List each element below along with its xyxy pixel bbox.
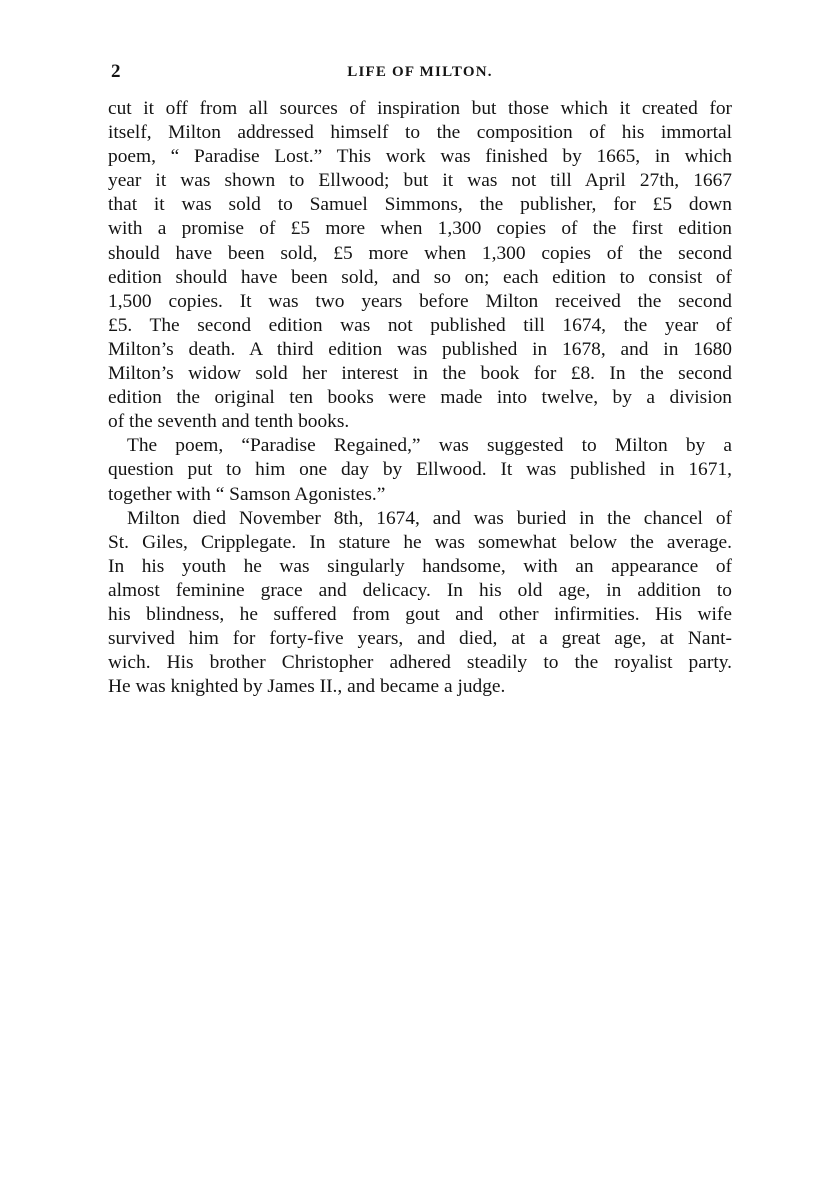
text-line: He was knighted by James II., and became a judge. bbox=[108, 676, 506, 698]
page-number: 2 bbox=[111, 61, 121, 82]
text-line: poem, “ Paradise Lost.” This work was finished by 1665, in which bbox=[108, 146, 732, 168]
paragraph-death bbox=[108, 507, 732, 700]
text-line: In his youth he was singularly handsome, with an appearance of bbox=[108, 555, 732, 577]
text-line: question put to him one day by Ellwood. It was published in 1671, bbox=[108, 459, 732, 481]
running-title: LIFE OF MILTON. bbox=[347, 64, 493, 80]
text-line: 1,500 copies. It was two years before Milton received the second bbox=[108, 290, 732, 312]
text-line: survived him for forty-five years, and died, at a great age, at Nant- bbox=[108, 628, 732, 650]
text-line: should have been sold, £5 more when 1,300 copies of the second bbox=[108, 242, 732, 264]
body-text bbox=[108, 97, 732, 699]
text-line: St. Giles, Cripplegate. In stature he was somewhat below the average. bbox=[108, 531, 732, 553]
text-line: with a promise of £5 more when 1,300 copies of the first edition bbox=[108, 218, 732, 240]
text-line: edition should have been sold, and so on; each edition to consist of bbox=[108, 266, 732, 288]
text-line: The poem, “Paradise Regained,” was suggested to Milton by a bbox=[127, 435, 732, 457]
text-line: almost feminine grace and delicacy. In his old age, in addition to bbox=[108, 579, 732, 601]
text-line: edition the original ten books were made into twelve, by a division bbox=[108, 387, 732, 409]
text-line: together with “ Samson Agonistes.” bbox=[108, 483, 386, 505]
text-line: wich. His brother Christopher adhered steadily to the royalist party. bbox=[108, 652, 732, 674]
text-line: Milton’s widow sold her interest in the book for £8. In the second bbox=[108, 363, 732, 385]
text-line: that it was sold to Samuel Simmons, the publisher, for £5 down bbox=[108, 194, 732, 216]
text-line: Milton’s death. A third edition was published in 1678, and in 1680 bbox=[108, 338, 732, 360]
text-line: £5. The second edition was not published till 1674, the year of bbox=[108, 314, 732, 336]
paragraph-publication bbox=[108, 97, 732, 434]
paragraph-paradise-regained bbox=[108, 434, 732, 506]
text-line: Milton died November 8th, 1674, and was buried in the chancel of bbox=[127, 507, 732, 529]
text-line: year it was shown to Ellwood; but it was not till April 27th, 1667 bbox=[108, 170, 732, 192]
text-line: itself, Milton addressed himself to the composition of his immortal bbox=[108, 122, 732, 144]
page-header bbox=[108, 61, 732, 85]
text-line: of the seventh and tenth books. bbox=[108, 411, 350, 433]
text-line: cut it off from all sources of inspiration but those which it created for bbox=[108, 98, 732, 119]
text-line: his blindness, he suffered from gout and other infirmities. His wife bbox=[108, 603, 732, 625]
